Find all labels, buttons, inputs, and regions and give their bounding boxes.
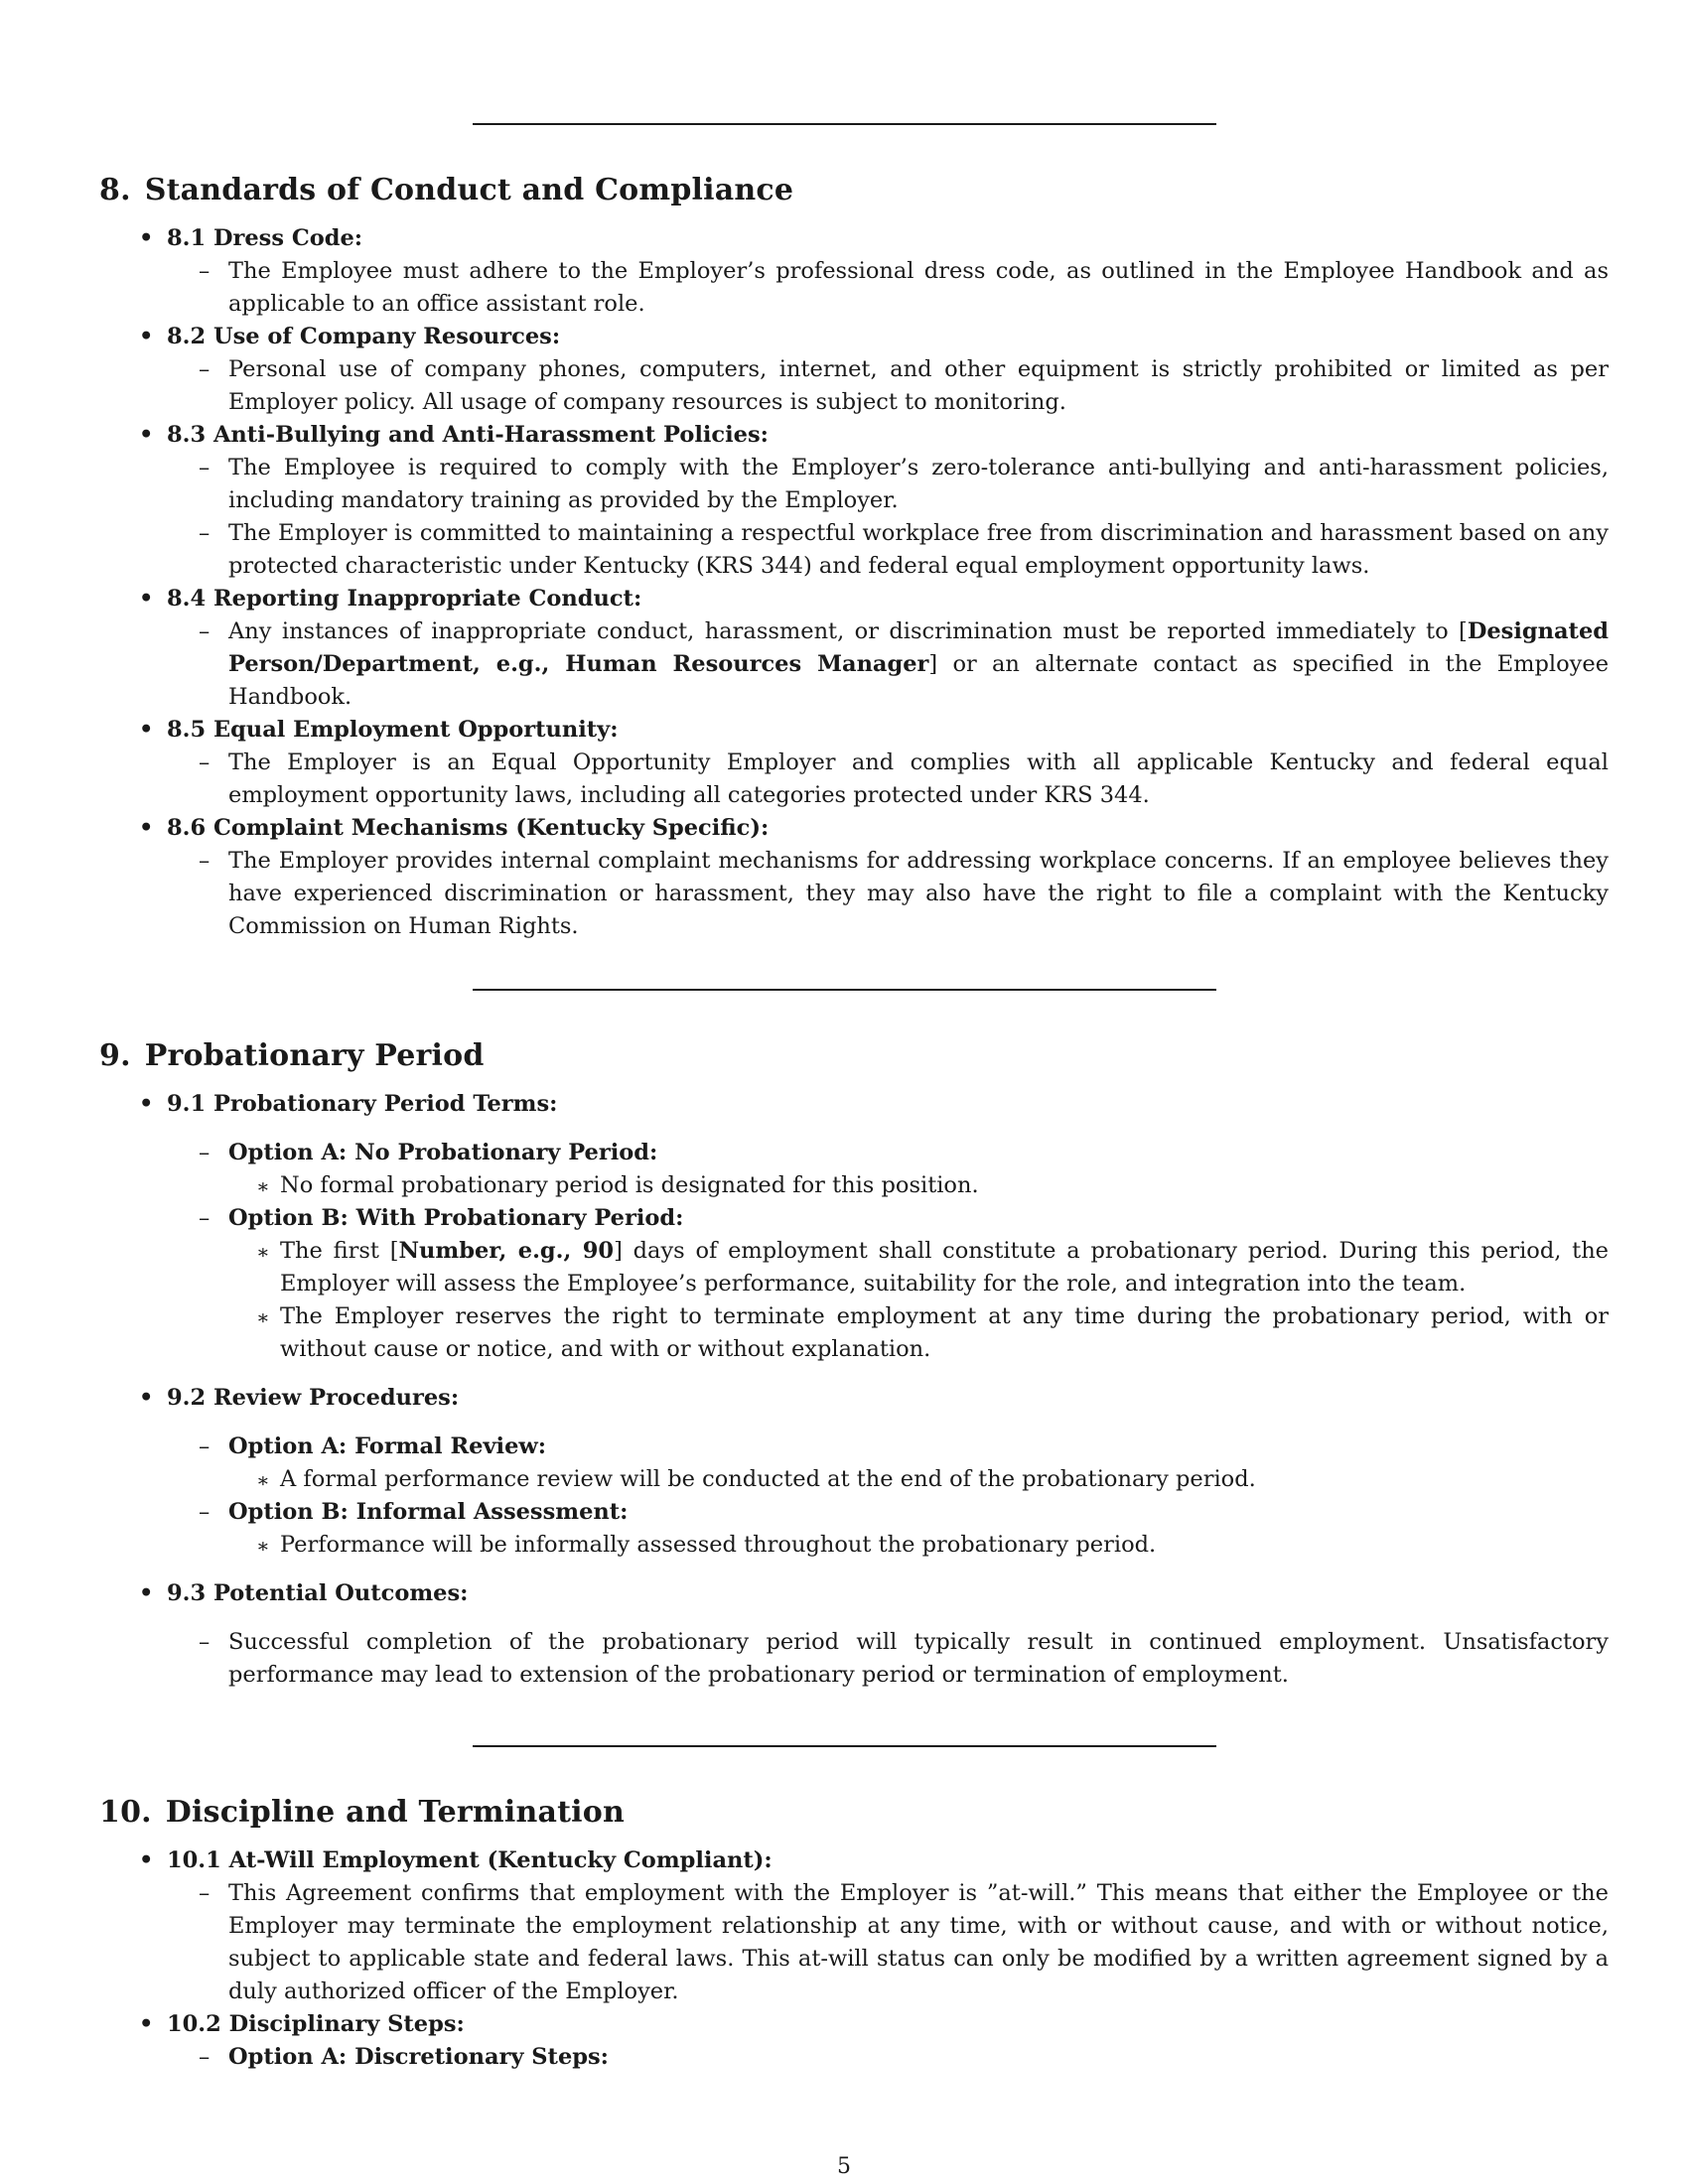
list-item: • 8.5 Equal Employment Opportunity: – The Employer is an Equal Opportunity Employer and complies with all applicable Kentucky and federal equal employment opportunity laws, including all categories protected under KRS 344. (99, 714, 1609, 812)
sub-item: – This Agreement confirms that employment with the Employer is ”at-will.” This means that either the Employee or the Employer may terminate the employment relationship at any time, with or without cause, and with or without notice, subject to applicable state and federal laws. This at-will status can only be modified by a written agreement signed by a duly authorized officer of the Employer. (199, 1880, 1609, 2004)
list-item: • 9.1 Probationary Period Terms: – Option A: No Probationary Period: ∗ No formal probationary period is designated for this position. – Option B: With Probationary Period: ∗ The first [Number, e.g., 90] days of employment shall constitute a probationary period. During this period, the Employer will assess the Employee’s performance, suitability for the role, and integration into the team. ∗ The Employer reserves the right to terminate employment at any time during the probationary period, with or without cause or notice, and with or without explanation. (99, 1088, 1609, 1382)
sub-item: – Option B: With Probationary Period: ∗ The first [Number, e.g., 90] days of employment shall constitute a probationary period. During this period, the Employer will assess the Employee’s performance, suitability for the role, and integration into the team. ∗ The Employer reserves the right to terminate employment at any time during the probationary period, with or without cause or notice, and with or without explanation. (167, 1202, 1609, 1366)
sub-item: – Any instances of inappropriate conduct, harassment, or discrimination must be reported immediately to [Designated Person/Department, e.g., Human Resources Manager] or an alternate contact as specified in the Employee Handbook. (199, 618, 1610, 710)
sub-sub-item: ∗ Performance will be informally assessed throughout the probationary period. (256, 1532, 1157, 1558)
section-10 (99, 1793, 1609, 2074)
section-heading: 9. Probationary Period (99, 1038, 485, 1073)
sub-item: – Successful completion of the probationary period will typically result in continued employment. Unsatisfactory performance may lead to extension of the probationary period or termination of employment. (199, 1629, 1609, 1688)
sub-item: – Option B: Informal Assessment: ∗ Performance will be informally assessed throughout the probationary period. (167, 1496, 1609, 1562)
sub-item: – Option A: Formal Review: ∗ A formal performance review will be conducted at the end of the probationary period. (167, 1431, 1609, 1496)
list-item: • 9.2 Review Procedures: – Option A: Formal Review: ∗ A formal performance review will be conducted at the end of the probationary period. – Option B: Informal Assessment: ∗ Performance will be informally assessed throughout the probationary period. (99, 1382, 1609, 1577)
sub-item: – Personal use of company phones, computers, internet, and other equipment is strictly prohibited or limited as per Employer policy. All usage of company resources is subject to monitoring. (199, 356, 1609, 415)
section-divider (473, 123, 1216, 125)
section-9 (99, 1036, 1609, 1692)
sub-item: – The Employee is required to comply with the Employer’s zero-tolerance anti-bullying and anti-harassment policies, including mandatory training as provided by the Employer. (199, 455, 1609, 513)
section-heading: 8. Standards of Conduct and Compliance (99, 173, 794, 207)
list-item: • 8.2 Use of Company Resources: – Personal use of company phones, computers, internet, and other equipment is strictly prohibited or limited as per Employer policy. All usage of company resources is subject to monitoring. (99, 321, 1609, 419)
list-item: • 8.1 Dress Code: – The Employee must adhere to the Employer’s professional dress code, as outlined in the Employee Handbook and as applicable to an office assistant role. (99, 222, 1609, 321)
list-item: • 9.3 Potential Outcomes: – Successful completion of the probationary period will typically result in continued employment. Unsatisfactory performance may lead to extension of the probationary period or termination of employment. (99, 1577, 1609, 1692)
sub-item: – The Employee must adhere to the Employer’s professional dress code, as outlined in the Employee Handbook and as applicable to an office assistant role. (199, 258, 1609, 317)
section-divider (473, 1745, 1216, 1747)
page-number: 5 (837, 2154, 851, 2179)
list-item: • 8.3 Anti-Bullying and Anti-Harassment Policies: – The Employee is required to comply with the Employer’s zero-tolerance anti-bullying and anti-harassment policies, including mandatory training as provided by the Employer. – The Employer is committed to maintaining a respectful workplace free from discrimination and harassment based on any protected characteristic under Kentucky (KRS 344) and federal equal employment opportunity laws. (99, 419, 1609, 583)
list-item: • 8.4 Reporting Inappropriate Conduct: – Any instances of inappropriate conduct, harassment, or discrimination must be reported immediately to [Designated Person/Department, e.g., Human Resources Manager] or an alternate contact as specified in the Employee Handbook. (99, 583, 1609, 714)
sub-item: – The Employer provides internal complaint mechanisms for addressing workplace concerns. If an employee believes they have experienced discrimination or harassment, they may also have the right to file a complaint with the Kentucky Commission on Human Rights. (199, 848, 1609, 939)
sub-item: – Option A: Discretionary Steps: (199, 2044, 609, 2070)
sub-item: – Option A: No Probationary Period: ∗ No formal probationary period is designated for this position. (167, 1137, 1609, 1202)
section-heading: 10. Discipline and Termination (99, 1795, 625, 1830)
list-item: • 10.2 Disciplinary Steps: – Option A: Discretionary Steps: (99, 2008, 1609, 2074)
sub-sub-item: ∗ The Employer reserves the right to terminate employment at any time during the probationary period, with or without cause or notice, and with or without explanation. (256, 1303, 1609, 1362)
sub-item: – The Employer is an Equal Opportunity Employer and complies with all applicable Kentucky and federal equal employment opportunity laws, including all categories protected under KRS 344. (199, 750, 1609, 808)
sub-sub-item: ∗ No formal probationary period is designated for this position. (256, 1172, 979, 1198)
sub-sub-item: ∗ The first [Number, e.g., 90] days of employment shall constitute a probationary period. During this period, the Employer will assess the Employee’s performance, suitability for the role, and integration into the team. (256, 1238, 1609, 1297)
list-item: • 8.6 Complaint Mechanisms (Kentucky Specific): – The Employer provides internal complaint mechanisms for addressing workplace concerns. If an employee believes they have experienced discrimination or harassment, they may also have the right to file a complaint with the Kentucky Commission on Human Rights. (99, 812, 1609, 943)
list-item: • 10.1 At-Will Employment (Kentucky Compliant): – This Agreement confirms that employment with the Employer is ”at-will.” This means that either the Employee or the Employer may terminate the employment relationship at any time, with or without cause, and with or without notice, subject to applicable state and federal laws. This at-will status can only be modified by a written agreement signed by a duly authorized officer of the Employer. (99, 1844, 1609, 2008)
sub-sub-item: ∗ A formal performance review will be conducted at the end of the probationary period. (256, 1466, 1256, 1492)
section-8 (99, 171, 1609, 943)
sub-item: – The Employer is committed to maintaining a respectful workplace free from discrimination and harassment based on any protected characteristic under Kentucky (KRS 344) and federal equal employment opportunity laws. (199, 520, 1609, 579)
section-divider (473, 989, 1216, 991)
